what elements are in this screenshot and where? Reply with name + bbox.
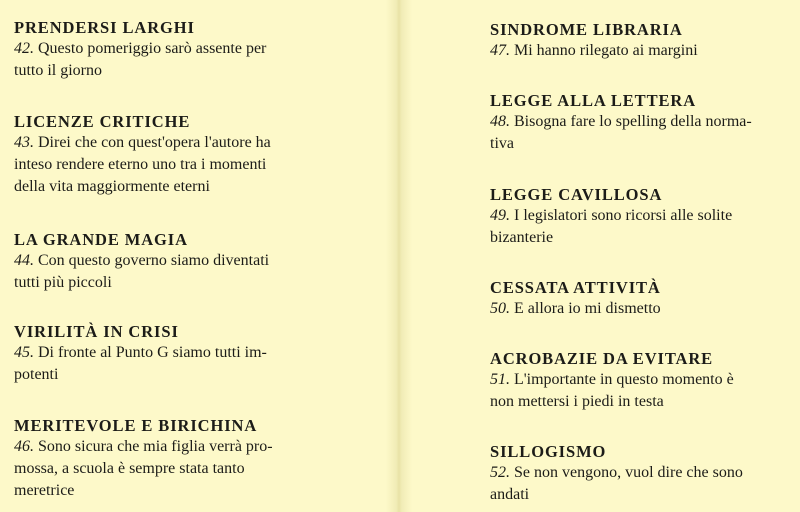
entry-number: 50. — [490, 300, 510, 317]
entry-title: VIRILITÀ IN CRISI — [14, 322, 179, 341]
entry-text — [14, 436, 304, 502]
entry-line: della vita maggiormente eterni — [14, 178, 210, 195]
entry-title: MERITEVOLE E BIRICHINA — [14, 416, 258, 435]
entry-line: andati — [490, 486, 530, 503]
entry-title: ACROBAZIE DA EVITARE — [490, 349, 714, 368]
entry-49 — [490, 185, 780, 249]
entry-44 — [14, 230, 304, 294]
entry-title: SILLOGISMO — [490, 442, 607, 461]
entry-text — [490, 205, 780, 249]
entry-line: mossa, a scuola è sempre stata tanto — [14, 460, 245, 477]
entry-50 — [490, 278, 780, 320]
entry-line: inteso rendere eterno uno tra i momenti — [14, 156, 267, 173]
entry-line: Mi hanno rilegato ai margini — [514, 42, 698, 59]
entry-number: 44. — [14, 252, 34, 269]
book-gutter — [386, 0, 412, 512]
entry-line: non mettersi i piedi in testa — [490, 393, 664, 410]
entry-text — [14, 38, 304, 82]
entry-text — [490, 40, 780, 62]
entry-line: tutti più piccoli — [14, 274, 112, 291]
entry-line: tutto il giorno — [14, 62, 102, 79]
entry-line: bizanterie — [490, 229, 554, 246]
entry-line: Se non vengono, vuol dire che sono — [514, 464, 743, 481]
entry-number: 51. — [490, 371, 510, 388]
entry-number: 43. — [14, 134, 34, 151]
entry-number: 47. — [490, 42, 510, 59]
entry-line: Direi che con quest'opera l'autore ha — [38, 134, 271, 151]
entry-line: Bisogna fare lo spelling della norma- — [514, 113, 752, 130]
entry-46 — [14, 416, 304, 502]
entry-text — [490, 462, 780, 506]
entry-52 — [490, 442, 780, 506]
entry-51 — [490, 349, 780, 413]
entry-line: potenti — [14, 366, 59, 383]
entry-line: tiva — [490, 135, 514, 152]
entry-line: E allora io mi dismetto — [514, 300, 661, 317]
entry-number: 45. — [14, 344, 34, 361]
entry-title: LA GRANDE MAGIA — [14, 230, 188, 249]
entry-line: Di fronte al Punto G siamo tutti im- — [38, 344, 267, 361]
entry-number: 49. — [490, 207, 510, 224]
entry-number: 42. — [14, 40, 34, 57]
entry-line: I legislatori sono ricorsi alle solite — [514, 207, 733, 224]
entry-title: CESSATA ATTIVITÀ — [490, 278, 661, 297]
entry-line: Questo pomeriggio sarò assente per — [38, 40, 267, 57]
entry-45 — [14, 322, 304, 386]
entry-title: LEGGE ALLA LETTERA — [490, 91, 697, 110]
entry-text — [490, 298, 780, 320]
entry-48 — [490, 91, 780, 155]
entry-line: Con questo governo siamo diventati — [38, 252, 270, 269]
entry-title: PRENDERSI LARGHI — [14, 18, 195, 37]
entry-42 — [14, 18, 304, 82]
entry-47 — [490, 20, 780, 62]
entry-line: Sono sicura che mia figlia verrà pro- — [38, 438, 273, 455]
entry-text — [14, 342, 304, 386]
entry-title: LICENZE CRITICHE — [14, 112, 191, 131]
entry-number: 52. — [490, 464, 510, 481]
entry-title: SINDROME LIBRARIA — [490, 20, 683, 39]
entry-line: meretrice — [14, 482, 75, 499]
entry-line: L'importante in questo momento è — [514, 371, 734, 388]
entry-number: 48. — [490, 113, 510, 130]
entry-text — [490, 111, 780, 155]
entry-title: LEGGE CAVILLOSA — [490, 185, 663, 204]
entry-text — [14, 250, 304, 294]
entry-43 — [14, 112, 304, 198]
entry-number: 46. — [14, 438, 34, 455]
entry-text — [14, 132, 304, 198]
entry-text — [490, 369, 780, 413]
